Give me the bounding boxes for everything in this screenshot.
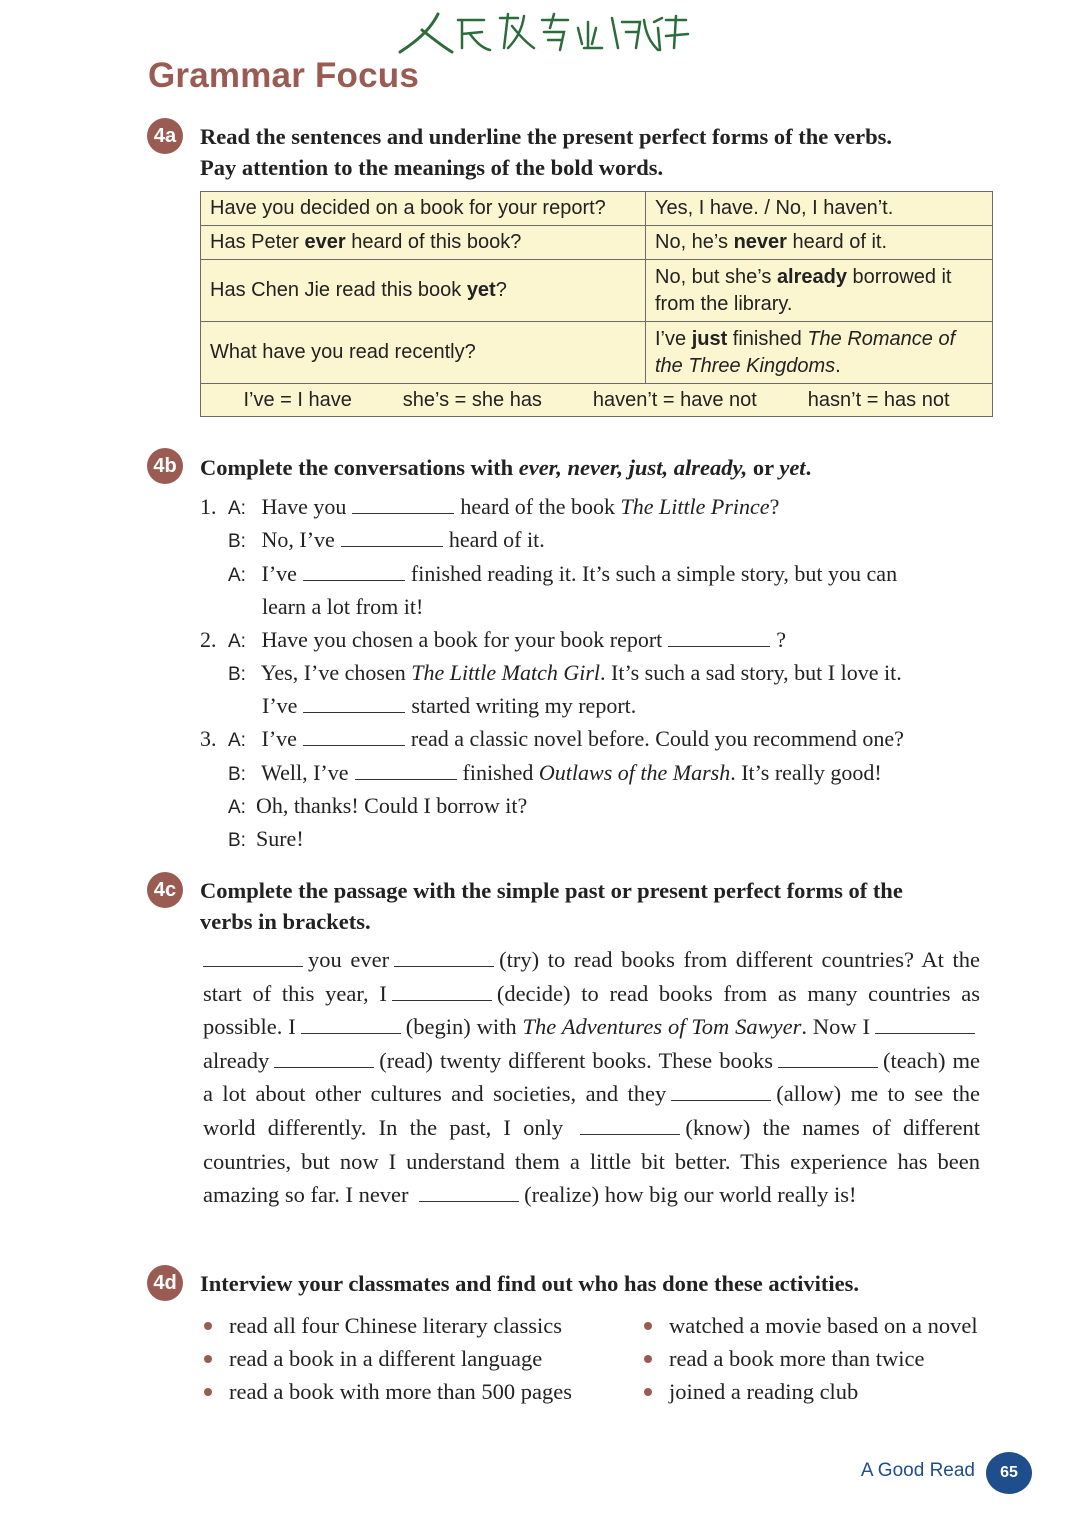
contraction: she’s = she has: [402, 388, 542, 411]
contractions-row: [201, 384, 993, 417]
instruction-line: Complete the passage with the simple past or present perfect forms of the: [200, 878, 903, 903]
conversation-line: B: No, I’ve heard of it.: [228, 527, 545, 552]
contractions-cell: [201, 384, 993, 417]
answer-blank[interactable]: [303, 560, 405, 581]
activity-item: read a book in a different language: [204, 1346, 542, 1372]
conversation-line: B: Well, I’ve finished Outlaws of the Marsh. It’s really good!: [228, 760, 882, 785]
bold-word: ever: [304, 231, 346, 253]
answer-blank[interactable]: [392, 980, 492, 1001]
conversation-line: 2. A: Have you chosen a book for your book report ?: [200, 627, 787, 652]
table-cell-answer: Yes, I have. / No, I haven’t.: [646, 192, 993, 226]
target-words: ever, never, just, already,: [518, 455, 748, 480]
answer-blank[interactable]: [668, 626, 770, 647]
answer-blank[interactable]: [303, 725, 405, 746]
instruction-line: verbs in brackets.: [200, 909, 371, 934]
exercise-4c-instruction: [200, 875, 1000, 937]
table-cell-answer: No, he’s never heard of it.: [646, 226, 993, 260]
answer-blank[interactable]: [274, 1047, 374, 1068]
conversation-line: I’ve started writing my report.: [262, 693, 637, 718]
answer-blank[interactable]: [394, 946, 494, 967]
contraction: haven’t = have not: [592, 388, 757, 411]
activity-item: read a book more than twice: [644, 1346, 925, 1372]
exercise-badge-4b: 4b: [147, 448, 183, 484]
activity-item: joined a reading club: [644, 1379, 858, 1405]
bold-word: never: [733, 231, 787, 253]
conversation-line: A: I’ve finished reading it. It’s such a simple story, but you can: [228, 561, 898, 586]
answer-blank[interactable]: [203, 946, 303, 967]
conversation-line: B: Sure!: [228, 826, 304, 851]
table-row: [201, 226, 993, 260]
conversation-line: learn a lot from it!: [262, 594, 424, 619]
bullet-icon: [204, 1322, 212, 1330]
table-cell-question: Has Chen Jie read this book yet?: [201, 260, 646, 322]
grammar-table: [200, 191, 993, 417]
answer-blank[interactable]: [303, 692, 405, 713]
answer-blank[interactable]: [419, 1181, 519, 1202]
bullet-icon: [204, 1355, 212, 1363]
conversation-line: 3. A: I’ve read a classic novel before. Could you recommend one?: [200, 726, 904, 751]
conversation-line: B: Yes, I’ve chosen The Little Match Girl. It’s such a sad story, but I love it.: [228, 660, 902, 685]
bold-word: already: [776, 265, 847, 288]
contraction: I’ve = I have: [243, 388, 352, 411]
table-cell-answer: I’ve just finished The Romance of the Three Kingdoms.: [646, 322, 993, 384]
exercise-4d-instruction: Interview your classmates and find out who has done these activities.: [200, 1271, 859, 1296]
table-row: [201, 322, 993, 384]
answer-blank[interactable]: [875, 1013, 975, 1034]
page-number: 65: [986, 1452, 1032, 1494]
target-word: yet: [779, 455, 806, 480]
table-cell-question: Have you decided on a book for your report?: [201, 192, 646, 226]
answer-blank[interactable]: [355, 759, 457, 780]
contraction: hasn’t = has not: [807, 388, 950, 411]
answer-blank[interactable]: [301, 1013, 401, 1034]
bullet-icon: [204, 1388, 212, 1396]
passage: you ever (try) to read books from different countries? At the start of this year, I (decide) to read books from as many countries as possible. I (begin) with The Adventures of Tom Sawyer. Now Ialready (read) twenty different books. These books (teach) me a lot about other cultures and societies, and they (allow) me to see the world differently. In the past, I only (know) the names of different countries, but now I understand them a little bit better. This experience has been amazing so far. I never (realize) how big our world really is!: [203, 947, 981, 1208]
exercise-badge-4a: 4a: [147, 118, 183, 154]
instruction-line: Read the sentences and underline the present perfect forms of the verbs.: [200, 124, 892, 149]
instruction-line: Pay attention to the meanings of the bold words.: [200, 155, 664, 180]
table-cell-question: Has Peter ever heard of this book?: [201, 226, 646, 260]
activity-item: read all four Chinese literary classics: [204, 1313, 562, 1339]
answer-blank[interactable]: [352, 493, 454, 514]
activity-item: read a book with more than 500 pages: [204, 1379, 572, 1405]
table-cell-answer: No, but she’s already borrowed it from the library.: [646, 260, 993, 322]
unit-title: A Good Read: [860, 1460, 975, 1481]
table-row: [201, 260, 993, 322]
bold-word: just: [691, 327, 728, 350]
bullet-icon: [644, 1388, 652, 1396]
conversation-line: 1. A: Have you heard of the book The Little Prince?: [200, 494, 780, 519]
conversation-line: A: Oh, thanks! Could I borrow it?: [228, 793, 528, 818]
answer-blank[interactable]: [671, 1080, 771, 1101]
activity-item: watched a movie based on a novel: [644, 1313, 978, 1339]
exercise-badge-4c: 4c: [147, 872, 183, 908]
answer-blank[interactable]: [580, 1114, 680, 1135]
publisher-logo-calligraphy: [392, 8, 692, 56]
exercise-badge-4d: 4d: [147, 1265, 183, 1301]
answer-blank[interactable]: [778, 1047, 878, 1068]
publisher-logo: [392, 8, 692, 56]
bullet-icon: [644, 1322, 652, 1330]
exercise-4a-instruction: [200, 121, 1000, 183]
answer-blank[interactable]: [341, 526, 443, 547]
bold-word: yet: [466, 279, 496, 301]
table-row: [201, 192, 993, 226]
section-title: Grammar Focus: [148, 56, 420, 95]
exercise-4b-instruction: Complete the conversations with ever, never, just, already, or yet.: [200, 455, 812, 480]
table-cell-question: What have you read recently?: [201, 322, 646, 384]
bullet-icon: [644, 1355, 652, 1363]
